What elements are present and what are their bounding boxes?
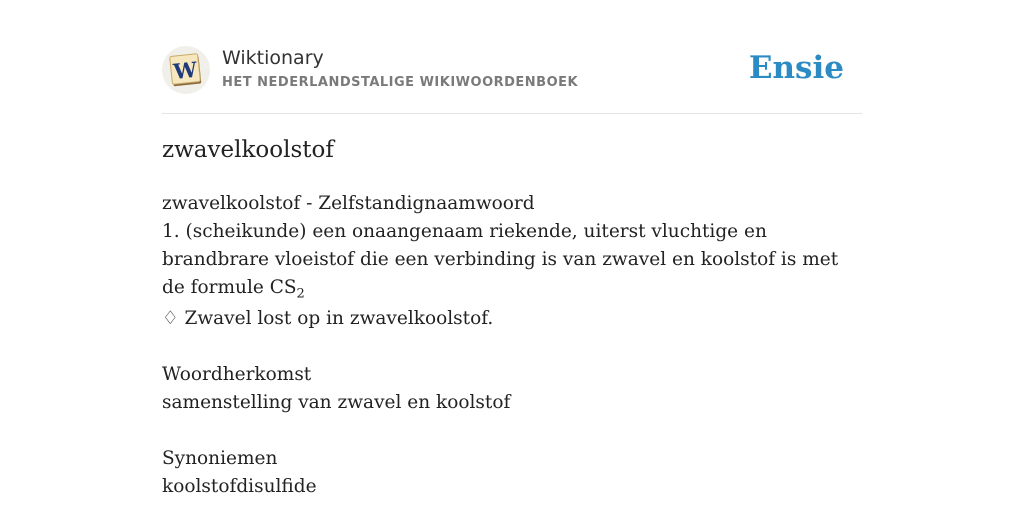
entry-heading: zwavelkoolstof - Zelfstandignaamwoord [162, 193, 535, 214]
synonyms-text: koolstofdisulfide [162, 476, 317, 497]
etymology-heading: Woordherkomst [162, 364, 312, 385]
synonyms-heading: Synoniemen [162, 448, 278, 469]
logo-letter: W [172, 56, 199, 85]
wiktionary-tile-graphic [168, 52, 204, 88]
wiktionary-logo-icon[interactable] [162, 46, 210, 94]
site-header [162, 46, 862, 96]
site-subtitle: HET NEDERLANDSTALIGE WIKIWOORDENBOEK [222, 75, 579, 90]
definition-text: 1. (scheikunde) een onaangenaam riekende, uiterst vluchtige en brandbrare vloeistof die een verbinding is van zwavel en koolstof is met de formule CS [162, 221, 839, 298]
section-spacer [162, 333, 862, 361]
page-title: zwavelkoolstof [162, 137, 334, 163]
etymology-text: samenstelling van zwavel en koolstof [162, 392, 511, 413]
section-spacer [162, 417, 862, 445]
ensie-logo-link[interactable]: Ensie [748, 50, 844, 86]
site-title[interactable]: Wiktionary [222, 47, 324, 69]
definition-line [162, 218, 862, 302]
header-divider [162, 113, 862, 114]
entry-content [162, 190, 862, 501]
formula-subscript: 2 [296, 286, 305, 302]
example-sentence: ♢ Zwavel lost op in zwavelkoolstof. [162, 308, 494, 329]
